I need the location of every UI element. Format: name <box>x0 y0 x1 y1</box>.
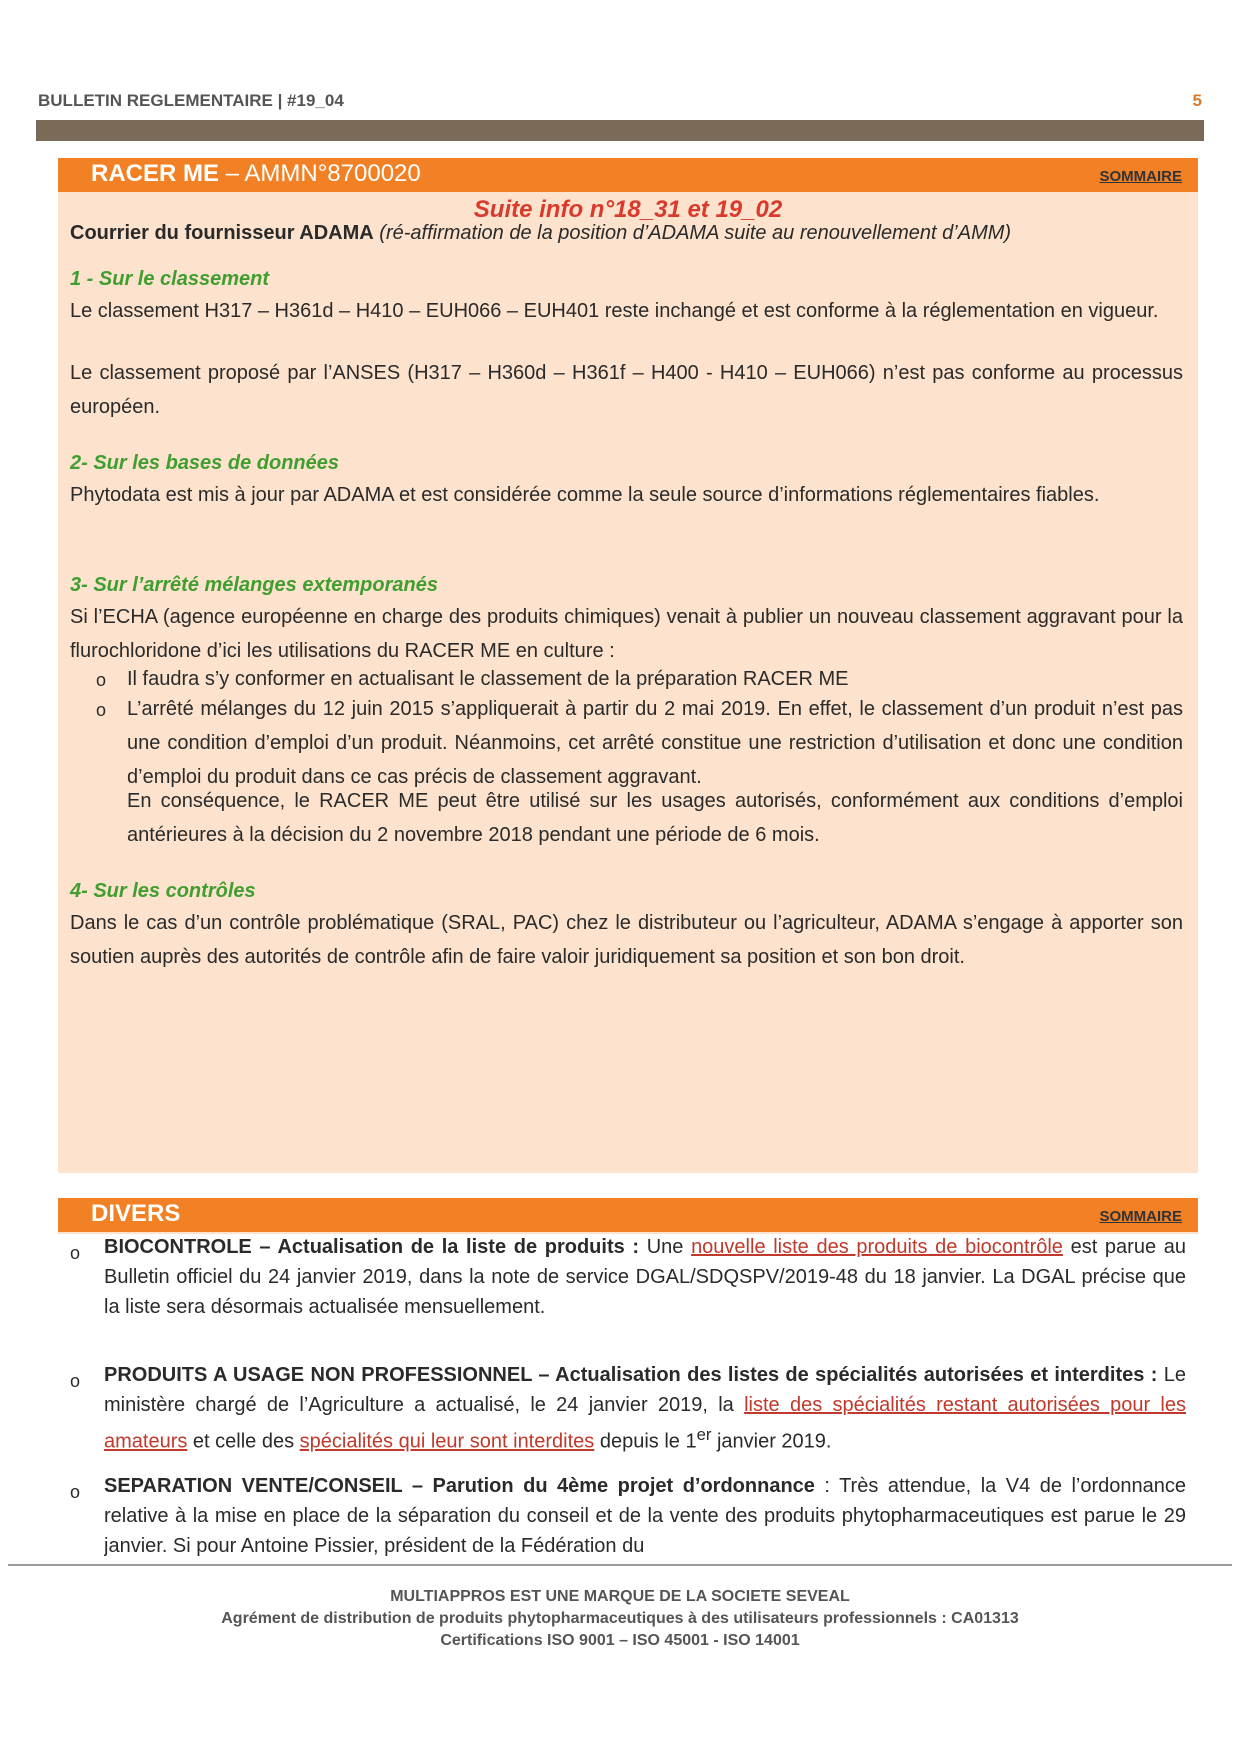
arrete-bullet-2: L’arrêté mélanges du 12 juin 2015 s’appliquerait à partir du 2 mai 2019. En effet, le classement d’un produit n’est pas une condition d’emploi d’un produit. Néanmoins, cet arrêté constitue une restriction d’utilisation et donc une condition d’emploi du produit dans ce cas précis de classement aggravant. <box>127 698 1183 788</box>
item-text: Le ministère chargé de l’Agriculture a actualisé, le 24 janvier 2019, la <box>104 1364 1186 1416</box>
item-title: SEPARATION VENTE/CONSEIL – Parution du 4ème projet d’ordonnance <box>104 1475 815 1497</box>
item-title: BIOCONTROLE – Actualisation de la liste de produits : <box>104 1236 640 1258</box>
ordinal-superscript: er <box>696 1425 712 1444</box>
divers-title <box>91 1200 180 1228</box>
bulletin-title: BULLETIN REGLEMENTAIRE | #19_04 <box>38 91 344 110</box>
classement-paragraph-2: Le classement proposé par l’ANSES (H317 – H360d – H361f – H400 - H410 – EUH066) n’est pas conforme au processus européen. <box>70 362 1183 418</box>
item-text: depuis le 1 <box>594 1430 697 1453</box>
suite-info-subtitle: Suite info n°18_31 et 19_02 <box>473 196 783 223</box>
arrete-bullet-2-continuation: En conséquence, le RACER ME peut être utilisé sur les usages autorisés, conformément aux conditions d’emploi antérieures à la décision du 2 novembre 2018 pendant une période de 6 mois. <box>127 790 1183 846</box>
product-name: RACER ME <box>91 160 220 187</box>
racer-me-title-bar <box>58 158 1198 192</box>
amateurs-authorized-list-link[interactable]: liste des spécialités restant autorisées pour les amateurs <box>104 1394 1186 1453</box>
bases-paragraph: Phytodata est mis à jour par ADAMA et est considérée comme la seule source d’informations réglementaires fiables. <box>70 484 1100 506</box>
amateurs-forbidden-list-link[interactable]: spécialités qui leur sont interdites <box>299 1430 595 1453</box>
intro-bold: Courrier du fournisseur ADAMA <box>70 222 374 244</box>
bullet-marker: o <box>96 670 107 690</box>
section-heading-classement: 1 - Sur le classement <box>70 268 269 290</box>
item-text: : Très attendue, la V4 de l’ordonnance relative à la mise en place de la séparation du conseil et de la vente des produits phytopharmaceutiques est parue le 29 janvier. Si pour Antoine Pissier, président de la Fédération du <box>104 1475 1186 1557</box>
bullet-marker: o <box>70 1482 81 1502</box>
section-heading-controles: 4- Sur les contrôles <box>70 880 256 902</box>
page-number: 5 <box>1192 91 1202 110</box>
item-text: et celle des <box>187 1430 300 1453</box>
divers-item-biocontrole <box>104 1232 1186 1322</box>
amm-number: – AMMN°8700020 <box>219 160 421 187</box>
arrete-bullet-1: Il faudra s’y conformer en actualisant le classement de la préparation RACER ME <box>127 668 849 690</box>
footer-certifications: Certifications ISO 9001 – ISO 45001 - ISO 14001 <box>440 1632 800 1649</box>
divers-section <box>58 1198 1198 1234</box>
classement-paragraph-1: Le classement H317 – H361d – H410 – EUH066 – EUH401 reste inchangé et est conforme à la réglementation en vigueur. <box>70 300 1159 322</box>
bullet-marker: o <box>70 1371 81 1391</box>
page-header <box>38 88 1202 116</box>
footer-company: MULTIAPPROS EST UNE MARQUE DE LA SOCIETE SEVEAL <box>390 1588 850 1605</box>
biocontrole-list-link[interactable]: nouvelle liste des produits de biocontrôle <box>691 1236 1063 1258</box>
item-title: PRODUITS A USAGE NON PROFESSIONNEL – Actualisation des listes de spécialités autorisées et interdites : <box>104 1364 1158 1386</box>
divers-item-produits-amateurs <box>104 1360 1186 1457</box>
arrete-paragraph: Si l’ECHA (agence européenne en charge des produits chimiques) venait à publier un nouveau classement aggravant pour la flurochloridone d’ici les utilisations du RACER ME en culture : <box>70 606 1183 662</box>
item-text: janvier 2019. <box>711 1430 832 1453</box>
item-text: est parue au Bulletin officiel du 24 janvier 2019, dans la note de service DGAL/SDQSPV/2019-48 du 18 janvier. La DGAL précise que la liste sera désormais actualisée mensuellement. <box>104 1236 1186 1318</box>
footer-divider <box>8 1564 1232 1566</box>
bullet-marker: o <box>96 700 107 720</box>
racer-me-section <box>58 158 1198 1173</box>
bullet-marker: o <box>70 1243 81 1263</box>
racer-me-title <box>91 160 421 188</box>
footer-agrement: Agrément de distribution de produits phytopharmaceutiques à des utilisateurs professionnels : CA01313 <box>221 1610 1019 1627</box>
controles-paragraph: Dans le cas d’un contrôle problématique (SRAL, PAC) chez le distributeur ou l’agriculteur, ADAMA s’engage à apporter son soutien auprès des autorités de contrôle afin de faire valoir juridiquement sa position et son bon droit. <box>70 912 1183 968</box>
divers-item-separation-vente-conseil <box>104 1471 1186 1561</box>
divers-title-bar <box>58 1198 1198 1232</box>
sommaire-link[interactable]: SOMMAIRE <box>1099 168 1182 185</box>
item-text: Une <box>639 1236 692 1258</box>
intro-italic: (ré-affirmation de la position d’ADAMA suite au renouvellement d’AMM) <box>379 222 1012 244</box>
section-heading-arrete: 3- Sur l’arrêté mélanges extemporanés <box>70 574 438 596</box>
intro-paragraph <box>70 216 1183 250</box>
divers-title-text: DIVERS <box>91 1200 181 1227</box>
sommaire-link[interactable]: SOMMAIRE <box>1099 1208 1182 1225</box>
section-heading-bases: 2- Sur les bases de données <box>70 452 339 474</box>
header-divider <box>36 120 1204 141</box>
